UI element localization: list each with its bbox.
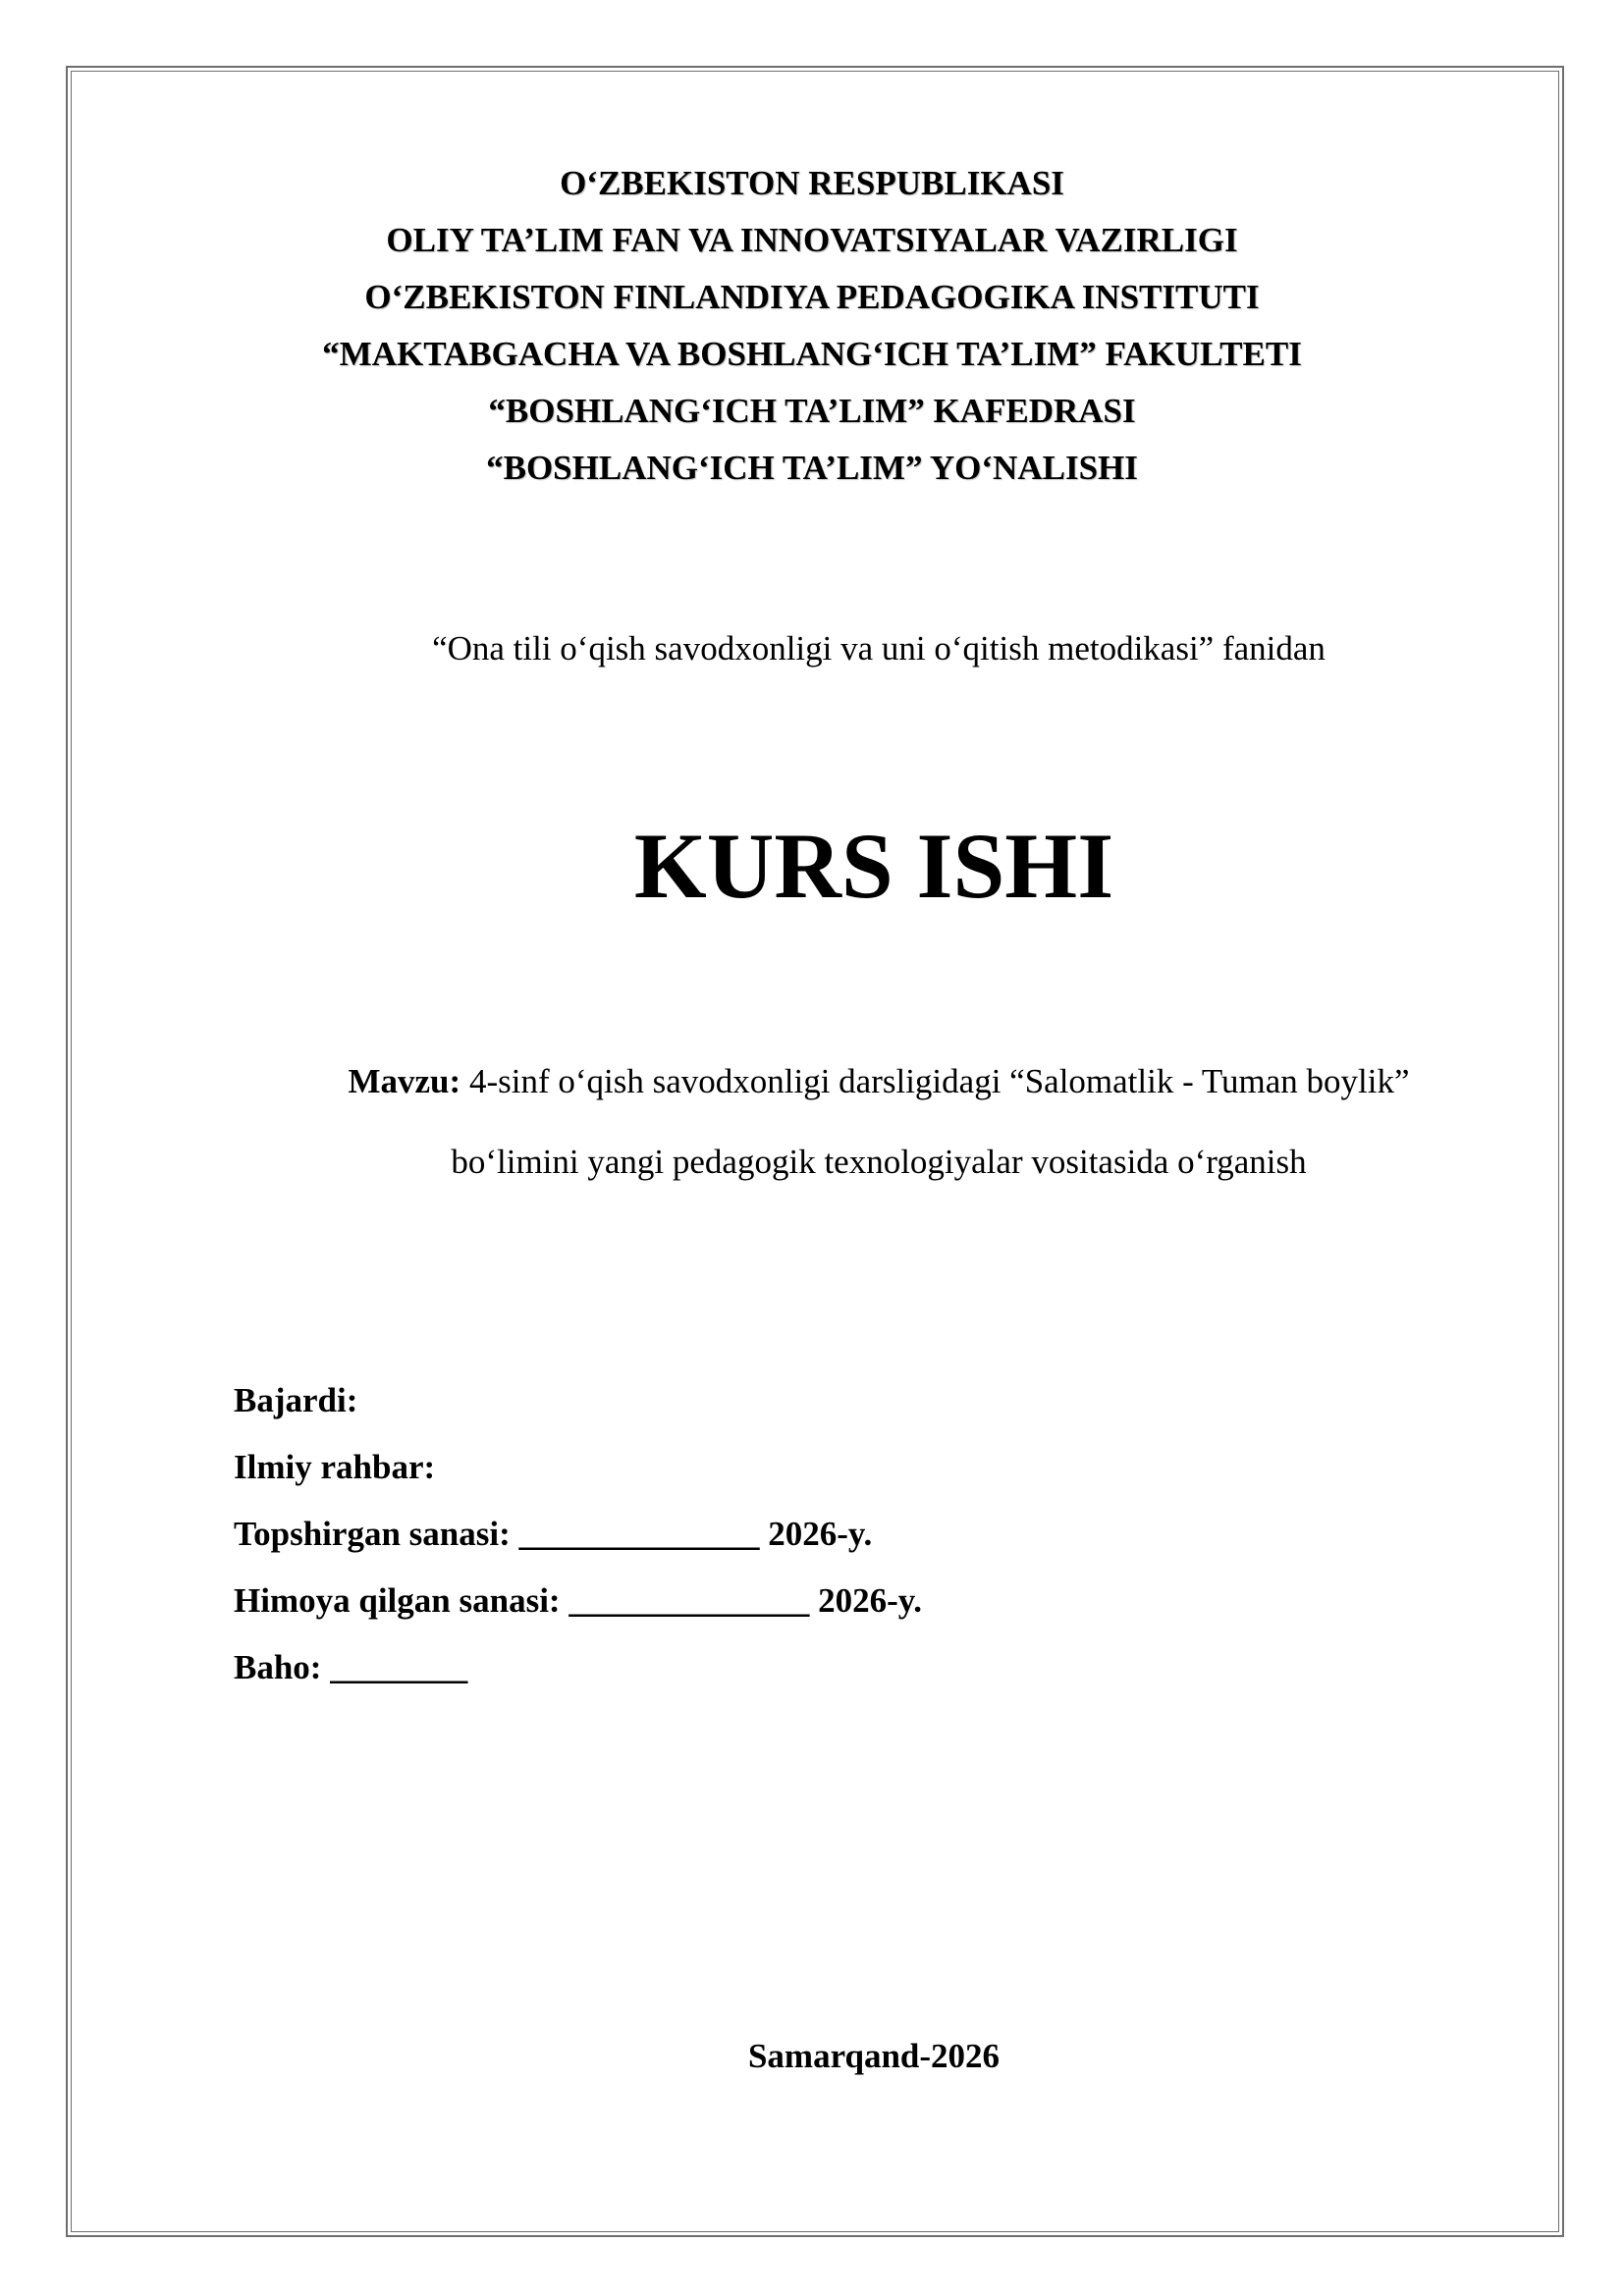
document-title: KURS ISHI <box>633 814 1114 918</box>
info-block <box>234 1367 922 1701</box>
header-line-country: O‘ZBEKISTON RESPUBLIKASI <box>560 164 1064 202</box>
institution-header <box>0 155 1624 497</box>
topic-label: Mavzu: <box>348 1062 461 1100</box>
place-and-year: Samarqand-2026 <box>747 2037 1001 2075</box>
course-subject: “Ona tili o‘qish savodxonligi va uni o‘qitish metodikasi” fanidan <box>432 629 1326 667</box>
performer-field: Bajardi: <box>234 1381 358 1419</box>
submission-date-field: Topshirgan sanasi: ______________ 2026-y. <box>234 1515 873 1553</box>
topic-line-1 <box>0 1041 1624 1122</box>
header-line-department: “BOSHLANG‘ICH TA’LIM” KAFEDRASI <box>488 392 1136 430</box>
header-line-faculty: “MAKTABGACHA VA BOSHLANG‘ICH TA’LIM” FAKULTETI <box>322 335 1302 373</box>
header-line-direction: “BOSHLANG‘ICH TA’LIM” YO‘NALISHI <box>486 449 1138 487</box>
topic-block <box>0 1041 1624 1202</box>
grade-field: Baho: ________ <box>234 1648 468 1686</box>
defense-date-field: Himoya qilgan sanasi: ______________ 2026-y. <box>234 1581 923 1620</box>
header-line-ministry: OLIY TA’LIM FAN VA INNOVATSIYALAR VAZIRLIGI <box>386 221 1238 259</box>
supervisor-field: Ilmiy rahbar: <box>234 1448 436 1486</box>
topic-text-2: bo‘limini yangi pedagogik texnologiyalar vositasida o‘rganish <box>451 1143 1307 1181</box>
header-line-institute: O‘ZBEKISTON FINLANDIYA PEDAGOGIKA INSTITUTI <box>364 278 1260 316</box>
topic-text-1: 4-sinf o‘qish savodxonligi darsligidagi “Salomatlik - Tuman boylik” <box>460 1062 1410 1100</box>
